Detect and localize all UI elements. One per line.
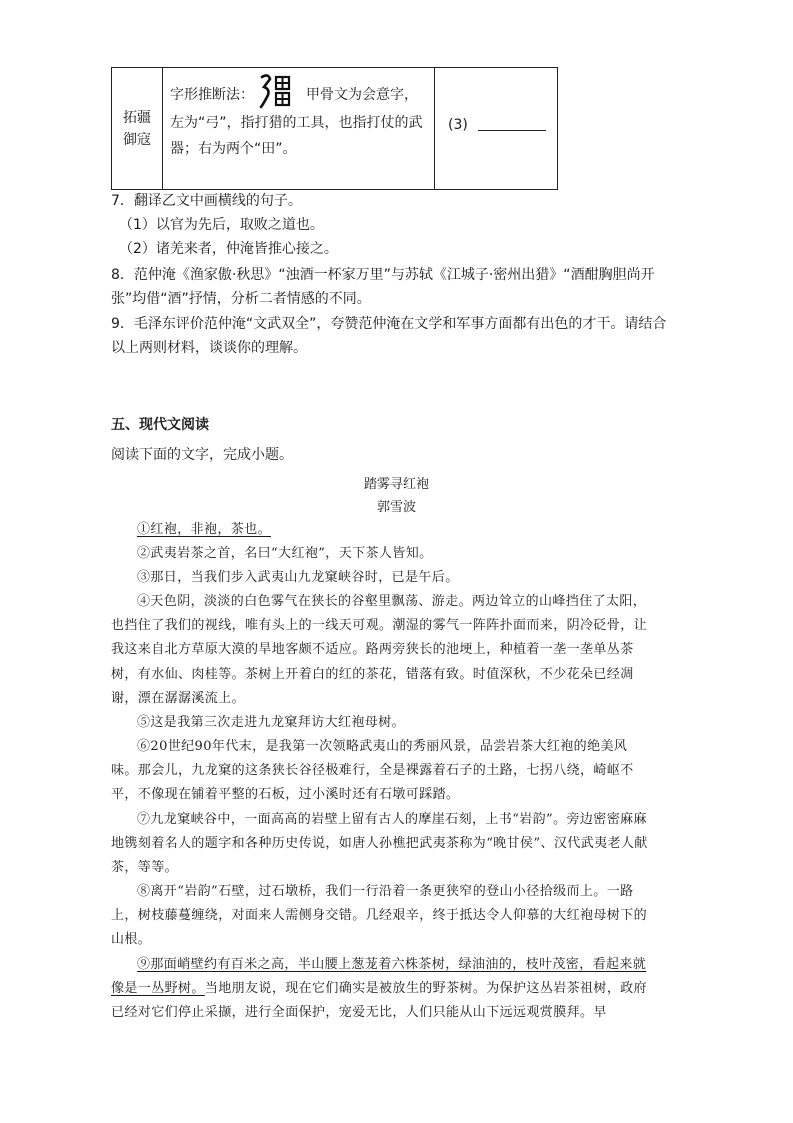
- table-label-line-1: 拓疆: [123, 109, 151, 126]
- section-heading: 五、现代文阅读: [111, 417, 209, 433]
- question-7: 7．翻译乙文中画横线的句子。: [111, 193, 302, 209]
- paragraph-7: ⑦九龙窠峡谷中，一面高高的岩壁上留有古人的摩崖石刻，上书“岩韵”。旁边密密麻麻地镌刻着名人的题字和各种历史传说，如唐人孙樵把武夷茶称为“晚甘侯”、汉代武夷老人献茶，等等。: [111, 812, 648, 876]
- table-label-line-2: 御寇: [123, 131, 151, 148]
- section-instruction: 阅读下面的文字，完成小题。: [111, 447, 293, 463]
- paragraph-3: ③那日，当我们步入武夷山九龙窠峡谷时，已是午后。: [137, 570, 459, 585]
- paragraph-1-text: ①红袍，非袍，茶也。: [137, 522, 272, 537]
- question-9-line-1: 9．毛泽东评价范仲淹“文武双全”，夸赞范仲淹在文学和军事方面都有出色的才干。请结合: [111, 316, 667, 332]
- paragraph-9-underlined: ⑨那面峭壁约有百米之高，半山腰上葱茏着六株茶树，绿油油的，枝叶茂密，看起来就像是一丛野树。: [111, 957, 647, 997]
- paragraph-6: ⑥20世纪90年代末，是我第一次领略武夷山的秀丽风景，品尝岩茶大红袍的绝美风味。那会儿，九龙窠的这条狭长谷径极难行，全是裸露着石子的土路，七拐八绕，崎岖不平，不像现在铺着平整的石板，过小溪时还有石墩可踩踏。: [111, 739, 634, 803]
- question-7-1: （1）以官为先后，取败之道也。: [119, 217, 324, 233]
- table-label-cell: [112, 68, 162, 189]
- table-explanation-cell: [170, 80, 432, 162]
- paragraph-8: ⑧离开“岩韵”石壁，过石墩桥，我们一行沿着一条更狭窄的登山小径拾级而上。一路上，树枝藤蔓缠绕，对面来人需侧身交错。几经艰辛，终于抵达令人仰慕的大红袍母树下的山根。: [111, 884, 648, 948]
- table-divider-2: [434, 68, 435, 189]
- answer-cell: [448, 117, 546, 133]
- paragraph-4: ④天色阴，淡淡的白色雾气在狭长的谷壑里飘荡、游走。两边耸立的山峰挡住了太阳，也挡住了我们的视线，唯有头上的一线天可观。潮湿的雾气一阵阵扑面而来，阴冷砭骨，让我这来自北方草原大漠的旱地客颇不适应。路两旁狭长的池埂上，种植着一垄一垄单丛茶树，有水仙、肉桂等。茶树上开着白的红的茶花，错落有致。时值深秋，不少花朵已经凋谢，漂在潺潺溪流上。: [111, 594, 648, 706]
- paragraph-9-rest: 当地朋友说，现在它们确实是被放生的野茶树。为保护这丛岩茶祖树，政府已经对它们停止采撷，进行全面保护，宠爱无比，人们只能从山下远远观赏膜拜。早: [111, 981, 648, 1021]
- question-9-line-2: 以上两则材料，谈谈你的理解。: [111, 340, 307, 356]
- info-table: [111, 67, 558, 190]
- glyph-description: 甲骨文为会意字，: [306, 87, 418, 103]
- question-8-line-2: 张”均借“酒”抒情，分析二者情感的不同。: [111, 291, 371, 307]
- question-8-line-1: 8．范仲淹《渔家傲·秋思》“浊酒一杯家万里”与苏轼《江城子·密州出猎》“酒酣胸胆尚开: [111, 267, 655, 283]
- question-7-2: （2）诸羌来者，仲淹皆推心接之。: [119, 241, 338, 257]
- paragraph-1: [111, 518, 654, 542]
- article-author: 郭雪波: [376, 500, 416, 515]
- answer-number: (3): [448, 117, 468, 133]
- paragraph-5: ⑤这是我第三次走进九龙窠拜访大红袍母树。: [137, 715, 406, 730]
- article-title: 踏雾寻红袍: [363, 477, 429, 492]
- answer-blank[interactable]: [478, 130, 546, 131]
- paragraph-9: [111, 953, 654, 1026]
- explanation-line-3: 器；右为两个“田”。: [170, 141, 297, 157]
- paragraph-2: ②武夷岩茶之首，名曰“大红袍”，天下茶人皆知。: [137, 546, 433, 561]
- table-divider-1: [162, 68, 163, 189]
- explanation-line-2: 左为“弓”，指打猎的工具，也指打仗的武: [170, 115, 423, 131]
- method-prefix: 字形推断法：: [170, 87, 254, 103]
